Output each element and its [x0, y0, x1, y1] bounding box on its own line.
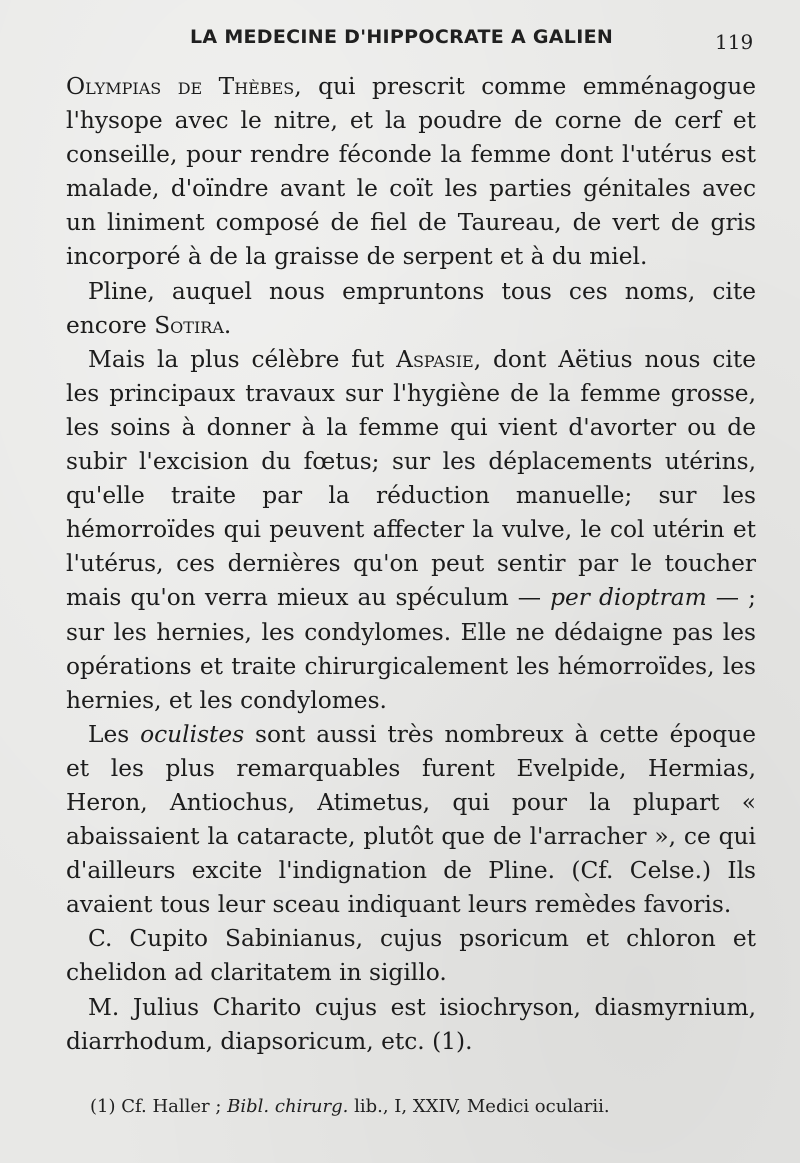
footnote-title: Bibl. chirurg. — [227, 1096, 349, 1117]
paragraph-text: M. Julius Charito cujus est isiochryson, diasmyrnium, diarrhodum, diapsoricum, etc. (1). — [66, 993, 756, 1055]
paragraph-end: . — [223, 311, 232, 339]
person-name: Aspasie — [396, 345, 474, 373]
paragraph-text: , qui prescrit comme emménagogue l'hysope avec le nitre, et la poudre de corne de cerf et conseille, pour rendre féconde la femme dont l'utérus est malade, d'oïndre avant le coït les parties génitales avec un liniment composé de fiel de Taureau, de vert de gris incorporé à de la graisse de serpent et à du miel. — [66, 73, 756, 271]
body-text — [66, 70, 756, 1059]
paragraph-aspasie — [66, 343, 756, 718]
paragraph-cupito — [66, 922, 756, 990]
footnote — [90, 1095, 770, 1119]
latin-term: per dioptram — [550, 584, 707, 612]
paragraph-text: Les — [88, 720, 141, 748]
paragraph-text: Mais la plus célèbre fut — [88, 345, 397, 373]
footnote-text: lib., I, XXIV, Medici ocularii. — [348, 1096, 610, 1117]
paragraph-pline — [66, 275, 756, 343]
paragraph-text: Pline, auquel nous empruntons tous ces noms, cite encore — [66, 277, 756, 339]
paragraph-oculistes — [66, 718, 756, 923]
paragraph-text: , dont Aëtius nous cite les principaux travaux sur l'hygiène de la femme grosse, les soins à donner à la femme qui vient d'avorter ou de subir l'excision du fœtus; sur les déplacements utérins, qu'elle traite par la réduction manuelle; sur les hémorroïdes qui peuvent affecter la vulve, le col utérin et l'utérus, ces dernières qu'on peut sentir par le toucher mais qu'on verra mieux au spéculum — — [66, 345, 756, 612]
footnote-text: (1) Cf. Haller ; — [90, 1096, 228, 1117]
paragraph-text: sont aussi très nombreux à cette époque et les plus remarquables furent Evelpide, Hermias, Heron, Antiochus, Atimetus, qui pour la plupart « abaissaient la cataracte, plutôt que de l'arracher », ce qui d'ailleurs excite l'indignation de Pline. (Cf. Celse.) Ils avaient tous leur sceau indiquant leurs remèdes favoris. — [66, 720, 756, 919]
person-name: Sotira — [154, 311, 224, 339]
paragraph-olympias — [66, 70, 756, 275]
running-head — [0, 20, 800, 60]
person-name: Olympias de Thèbes — [66, 73, 295, 100]
paragraph-text: — ; sur les hernies, les condylomes. Elle ne dédaigne pas les opérations et traite chirurgicalement les hémorroïdes, les hernies, et les condylomes. — [66, 584, 756, 714]
paragraph-charito — [66, 991, 756, 1059]
emphasis-term: oculistes — [140, 720, 245, 748]
page-number: 119 — [715, 30, 754, 54]
running-title: LA MEDECINE D'HIPPOCRATE A GALIEN — [190, 26, 614, 48]
paragraph-text: C. Cupito Sabinianus, cujus psoricum et chloron et chelidon ad claritatem in sigillo. — [66, 925, 756, 987]
